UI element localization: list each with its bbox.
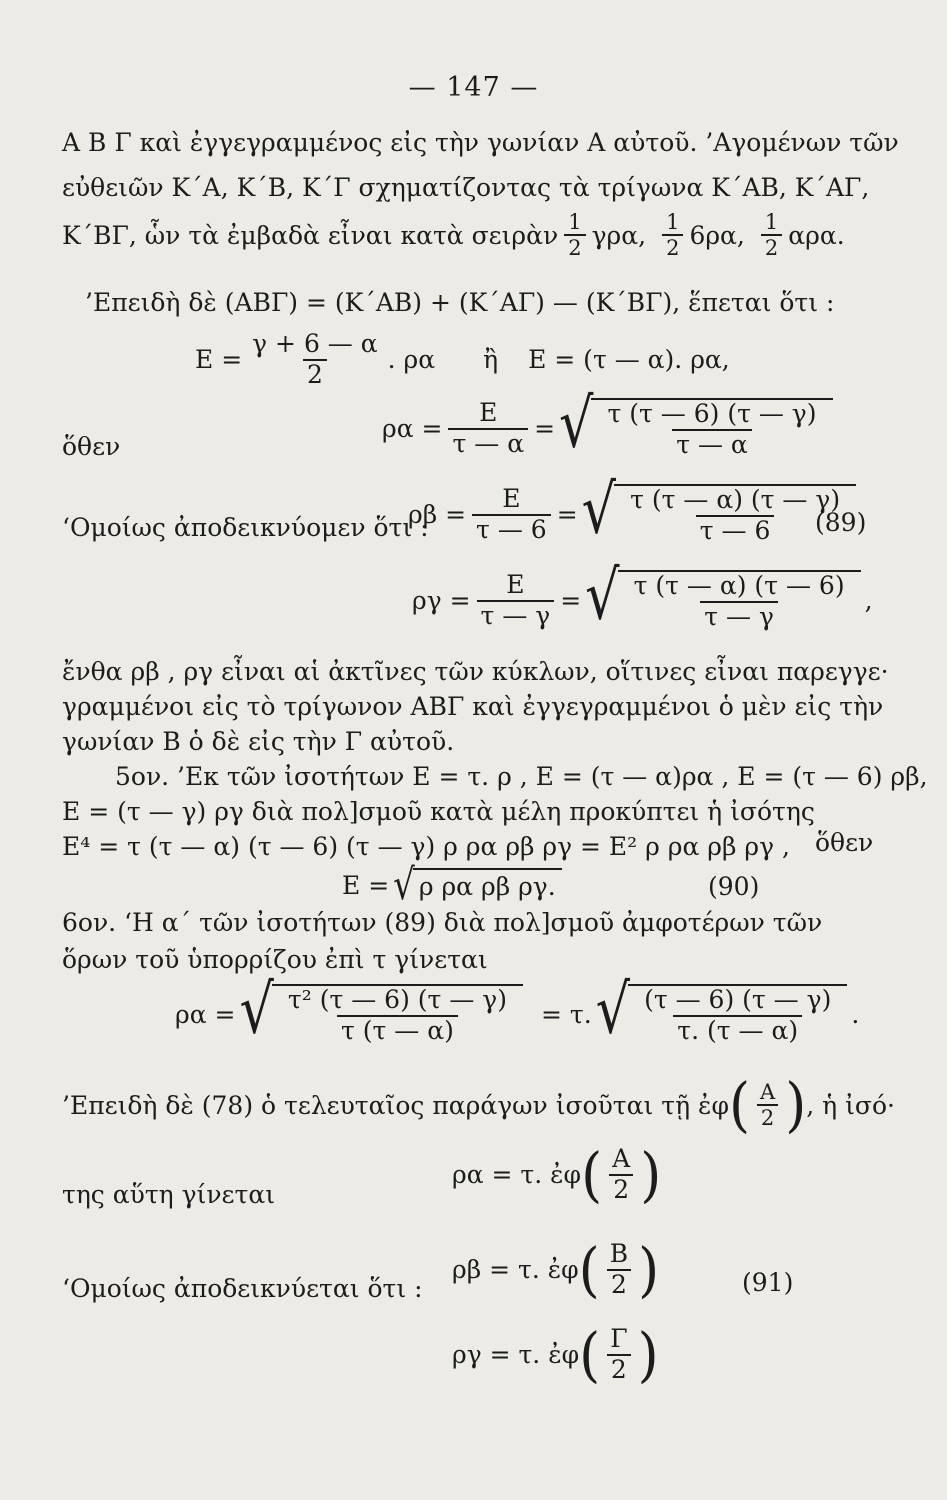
- text-segment: αρα.: [788, 220, 845, 250]
- square-root: √ $\frac{\tau (\tau — \alpha) (\tau — \gamma)}{\tau — 6}$: [582, 484, 856, 546]
- text-line: ἔνθα ρβ , ργ εἶναι αἱ ἀκτῖνες τῶν κύκλων, οἵτινες εἶναι παρεγγε·: [62, 657, 889, 686]
- equation-91-b: ρβ = τ. ἐφ ( $\frac{B}{2}$ ): [452, 1234, 660, 1304]
- text-line: ὅρων τοῦ ὑπορρίζου ἐπὶ τ γίνεται: [62, 945, 488, 974]
- equation-label: ‘Ομοίως ἀποδεικνύεται ὅτι :: [62, 1274, 423, 1303]
- fraction: $\frac{A}{2}$: [756, 1080, 779, 1130]
- text-line: γωνίαν Β ὁ δὲ εἰς τὴν Γ αὐτοῦ.: [62, 727, 455, 756]
- fraction: $\frac{E}{\tau — 6}$: [472, 485, 551, 545]
- equation-rho-g: ργ = $\frac{E}{\tau — \gamma}$ = √ $\frac{\tau (\tau — \alpha) (\tau — 6)}{\tau — \gamma}$ ,: [412, 556, 873, 635]
- text-line: Ε⁴ = τ (τ — α) (τ — 6) (τ — γ) ρ ρα ρβ ργ = Ε² ρ ρα ρβ ργ ,: [62, 832, 790, 861]
- equation-label: ὅθεν: [62, 432, 121, 461]
- square-root: √ ρ ρα ρβ ργ.: [393, 868, 562, 902]
- text-line: γραμμένοι εἰς τὸ τρίγωνον ΑΒΓ καὶ ἐγγεγραμμένοι ὁ μὲν εἰς τὴν: [62, 692, 884, 721]
- text-line: 5ον. ’Εκ τῶν ἰσοτήτων Ε = τ. ρ , Ε = (τ — α)ρα , Ε = (τ — 6) ρβ,: [115, 762, 928, 791]
- square-root: √ $\frac{\text{τ² (τ — 6) (τ — γ)}}{\tau (\tau — \alpha)}$: [239, 984, 522, 1046]
- square-root: √ $\frac{(\tau — 6) (\tau — \gamma)}{\tau. (\tau — \alpha)}$: [596, 984, 848, 1046]
- fraction: $\frac{\gamma + 6 — \alpha}{2}$: [252, 329, 378, 389]
- square-root: √ $\frac{\tau (\tau — 6) (\tau — \gamma)}{\tau — \alpha}$: [559, 398, 832, 460]
- text-line-areas: [62, 210, 845, 260]
- equation-rho-a: ρα = $\frac{E}{\tau — \alpha}$ = √ $\frac{\tau (\tau — 6) (\tau — \gamma)}{\tau — \alpha}$: [382, 398, 837, 460]
- fraction: $\frac{E}{\tau — \alpha}$: [448, 399, 528, 459]
- fraction-half: $\frac{1}{2}$: [761, 210, 782, 260]
- text-line: Α Β Γ καὶ ἐγγεγραμμένος εἰς τὴν γωνίαν Α αὐτοῦ. ’Αγομένων τῶν: [62, 128, 899, 157]
- text-segment: γρα,: [591, 220, 647, 250]
- equation-label: ‘Ομοίως ἀποδεικνύομεν ὅτι :: [62, 513, 429, 542]
- text-line: 6ον. ‘Η α΄ τῶν ἰσοτήτων (89) διὰ πολ]σμοῦ ἀμφοτέρων τῶν: [62, 908, 823, 937]
- text-line: ’Επειδὴ δὲ (ΑΒΓ) = (Κ΄ΑΒ) + (Κ΄ΑΓ) — (Κ΄ΒΓ), ἕπεται ὅτι :: [85, 288, 835, 317]
- equation-area-E: Ε = $\frac{\gamma + 6 — \alpha}{2}$ . ρα ἢ Ε = (τ — α). ρα,: [195, 329, 730, 389]
- equation-90: Ε = √ ρ ρα ρβ ργ.: [342, 868, 566, 902]
- equation-number: (89): [815, 508, 867, 537]
- equation-number: (91): [742, 1268, 794, 1297]
- text-segment: Κ΄ΒΓ, ὧν τὰ ἐμβαδὰ εἶναι κατὰ σειρὰν: [62, 220, 559, 250]
- fraction: $\frac{E}{\tau — \gamma}$: [477, 571, 555, 631]
- fraction-half: $\frac{1}{2}$: [564, 210, 585, 260]
- fraction: $\frac{\Gamma}{2}$: [606, 1325, 631, 1385]
- text-line: εὐθειῶν Κ΄Α, Κ΄Β, Κ΄Γ σχηματίζοντας τὰ τρίγωνα Κ΄ΑΒ, Κ΄ΑΓ,: [62, 173, 870, 202]
- text-segment: ὅθεν: [815, 828, 874, 857]
- fraction: $\frac{B}{2}$: [606, 1240, 632, 1300]
- equation-rho-a-expanded: ρα = √ $\frac{\text{τ² (τ — 6) (τ — γ)}}{\tau (\tau — \alpha)}$ = τ. √ $\frac{(\tau — 6) (\tau — \gamma)}{\tau. (\tau — \alpha)}$ .: [175, 970, 860, 1049]
- square-root: √ $\frac{\tau (\tau — \alpha) (\tau — 6)}{\tau — \gamma}$: [585, 570, 860, 632]
- equation-number: (90): [708, 872, 760, 901]
- text-line-tangent: ’Επειδὴ δὲ (78) ὁ τελευταῖος παράγων ἰσοῦται τῇ ἐφ ( $\frac{A}{2}$ ) , ἡ ἰσό·: [62, 1069, 895, 1140]
- page-number: — 147 —: [408, 72, 539, 103]
- equation-91-a: ρα = τ. ἐφ ( $\frac{A}{2}$ ): [452, 1139, 662, 1209]
- equation-rho-b: ρβ = $\frac{E}{\tau — 6}$ = √ $\frac{\tau (\tau — \alpha) (\tau — \gamma)}{\tau — 6}$: [408, 484, 860, 546]
- text-segment: 6ρα,: [689, 220, 745, 250]
- text-line: Ε = (τ — γ) ργ διὰ πολ]σμοῦ κατὰ μέλη προκύπτει ἡ ἰσότης: [62, 797, 815, 826]
- fraction-half: $\frac{1}{2}$: [662, 210, 683, 260]
- text-line: της αὕτη γίνεται: [62, 1180, 276, 1209]
- fraction: $\frac{A}{2}$: [608, 1145, 634, 1205]
- equation-91-c: ργ = τ. ἐφ ( $\frac{\Gamma}{2}$ ): [452, 1319, 659, 1389]
